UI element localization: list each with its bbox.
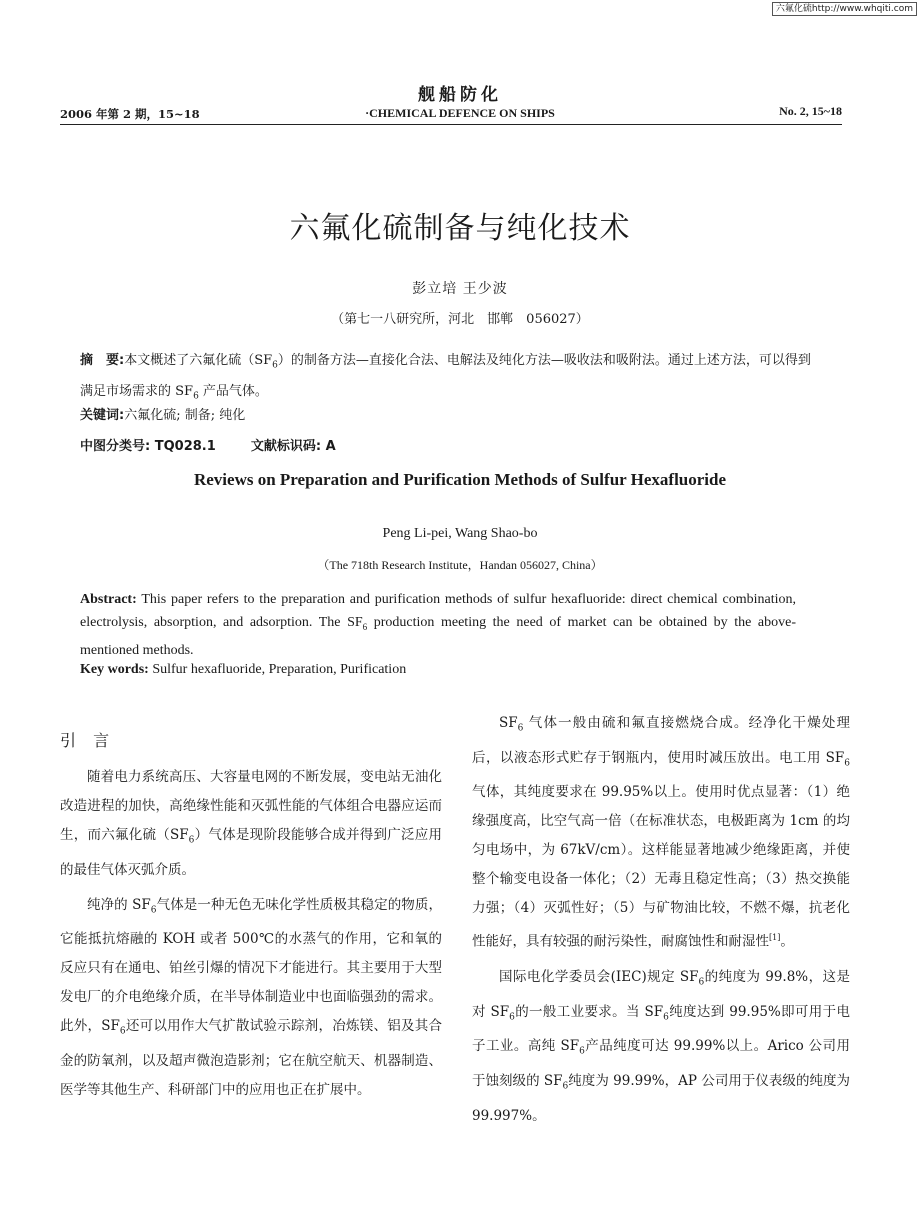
journal-title-en: ·CHEMICAL DEFENCE ON SHIPS [365, 106, 555, 120]
classification-line [80, 435, 336, 454]
subscript: 6 [509, 1012, 515, 1023]
abstract-en [80, 588, 796, 662]
text: SF [499, 715, 518, 731]
subscript: 6 [562, 1081, 569, 1092]
text: 的纯度为 99.8%，这是对 SF [472, 968, 850, 1020]
doc-code: A [325, 439, 336, 454]
abstract-en-label: Abstract: [80, 592, 137, 607]
abstract-cn-label: 摘 要: [80, 353, 125, 368]
text: 气体一般由硫和氟直接燃烧合成。经净化干燥处理后，以液态形式贮存于钢瓶内，使用时减压放出。电工用 SF [472, 715, 850, 766]
issue-cn: 2006 年第 2 期，15~18 [60, 107, 200, 121]
subscript: 6 [150, 905, 157, 916]
text: 纯净的 SF [87, 896, 151, 913]
header-rule [60, 124, 842, 125]
subscript: 6 [663, 1012, 669, 1023]
text: 气体，其纯度要求在 99.95%以上。使用时优点显著：（1）绝缘强度高，比空气高一倍（在标准状态，电极距离为 1cm 的均匀电场中，为 67kV/cm）。这样能显著地减少绝缘距离，并使整个输变电设备一体化；（2）无毒且稳定性高；（3）热交换能力强；（4）灭弧性好；（5）与矿物油比较，不燃不爆，抗老化性能好，具有较强的耐污染性，耐腐蚀性和耐湿性 [472, 784, 850, 950]
keywords-en-text: Sulfur hexafluoride, Preparation, Purification [152, 662, 407, 677]
paragraph [472, 709, 850, 957]
subscript: 6 [193, 391, 199, 402]
abstract-cn-text: ）的制备方法—直接化合法、电解法及纯化方法—吸收法和吸附法。通过上述方法，可以得到满足市场需求的 SF [80, 353, 811, 399]
subscript: 6 [188, 835, 195, 846]
keywords-cn-label: 关键词: [80, 408, 125, 423]
keywords-cn-text: 六氟化硫; 制备; 纯化 [124, 408, 246, 423]
article-title-en: Reviews on Preparation and Purification Methods of Sulfur Hexafluoride [193, 470, 727, 489]
abstract-cn [80, 348, 820, 409]
subscript: 6 [362, 621, 368, 632]
body-column-right [472, 709, 850, 1131]
doc-code-label: 文献标识码: [250, 439, 322, 454]
watermark: 六氟化硫http://www.whqiti.com [772, 2, 917, 16]
subscript: 6 [119, 1027, 126, 1038]
affiliation-cn: （第七一八研究所，河北 邯郸 056027） [331, 312, 589, 327]
text: 还可以用作大气扩散试验示踪剂，冶炼镁、铝及其合金的防氧剂，以及超声微泡造影剂；它在航空航天、机器制造、医学等其他生产、科研部门中的应用也正在扩展中。 [60, 1018, 442, 1099]
subscript: 6 [517, 723, 524, 734]
subscript: 6 [579, 1046, 585, 1057]
text: ）气体是现阶段能够合成并得到广泛应用的最佳气体灭弧介质。 [60, 827, 443, 878]
text: 气体是一种无色无味化学性质极其稳定的物质，它能抵抗熔融的 KOH 或者 500℃的水蒸气的作用，它和氧的反应只有在通电、铂丝引爆的情况下才能进行。其主要用于大型发电厂的介电绝缘介质，在半导体制造业中也面临强劲的需求。此外，SF [60, 896, 442, 1035]
keywords-en [80, 662, 406, 678]
keywords-en-label: Key words: [80, 662, 149, 677]
journal-title: 舰船防化 [418, 85, 502, 105]
authors-en: Peng Li-pei, Wang Shao-bo [382, 526, 538, 541]
abstract-cn-text: 本文概述了六氟化硫（SF [124, 353, 273, 368]
paragraph [60, 891, 442, 1105]
classification-label: 中图分类号: [80, 439, 151, 454]
section-title: 引 言 [60, 731, 116, 750]
text: 纯度为 99.99%，AP 公司用于仪表级的纯度为 99.997%。 [472, 1072, 850, 1124]
subscript: 6 [272, 360, 278, 371]
citation: [1] [769, 933, 781, 943]
classification-code: TQ028.1 [154, 439, 216, 454]
text: 随着电力系统高压、大容量电网的不断发展，变电站无油化改造进程的加快，高绝缘性能和灭弧性能的气体组合电器应运而生，而六氟化硫（SF [60, 769, 442, 843]
text: 国际电化学委员会(IEC)规定 SF [499, 968, 699, 985]
body-column-left [60, 763, 442, 1105]
affiliation-en: （The 718th Research Institute，Handan 056027, China） [317, 558, 603, 572]
text: 纯度达到 99.95%即可用于电子工业。高纯 SF [472, 1003, 850, 1055]
issue-en: No. 2, 15~18 [779, 104, 842, 118]
paragraph [60, 763, 442, 885]
article-title-cn: 六氟化硫制备与纯化技术 [289, 211, 631, 246]
subscript: 6 [698, 977, 705, 988]
text: 产品纯度可达 99.99%以上。Arico 公司用于蚀刻级的 SF [472, 1038, 850, 1089]
abstract-en-text: production meeting the need of market can be obtained by the above-mentioned methods. [80, 615, 796, 658]
authors-cn: 彭立培 王少波 [412, 281, 508, 297]
abstract-en-text: This paper refers to the preparation and purification methods of sulfur hexafluoride: direct chemical combination, electrolysis, absorption, and adsorption. The SF [80, 592, 797, 630]
paragraph [472, 963, 850, 1131]
subscript: 6 [844, 758, 850, 769]
text: 的一般工业要求。当 SF [514, 1003, 664, 1020]
keywords-cn [80, 406, 245, 426]
text: 。 [780, 933, 794, 950]
abstract-cn-text: 产品气体。 [198, 383, 268, 399]
